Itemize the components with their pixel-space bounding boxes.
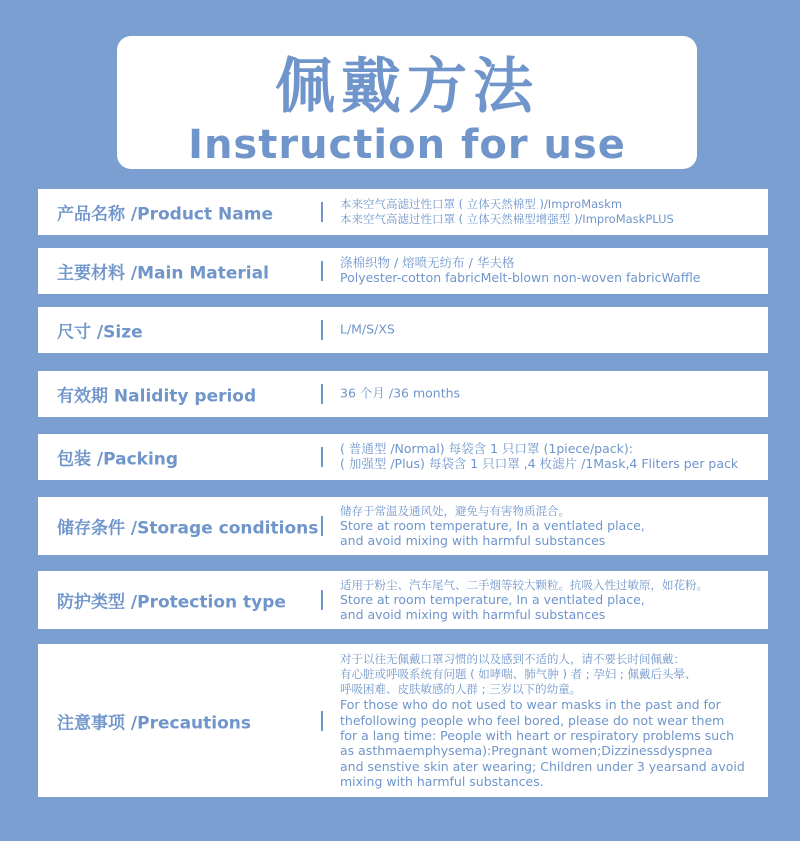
info-row-storage-conditions	[38, 497, 768, 555]
page-title-english: Instruction for use	[188, 122, 626, 168]
row-content	[340, 578, 708, 622]
row-content	[340, 323, 395, 338]
row-divider	[321, 590, 323, 610]
content-line: 36 个月 /36 months	[340, 385, 461, 401]
row-label: 主要材料 /Main Material	[57, 263, 269, 284]
row-content	[340, 197, 674, 227]
content-line: mixing with harmful substances.	[340, 774, 544, 790]
content-line: for a lang time: People with heart or respiratory problems such	[340, 728, 734, 744]
content-line: 对于以往无佩戴口罩习惯的以及感到不适的人，请不要长时间佩戴：	[340, 651, 685, 666]
row-divider	[321, 202, 323, 222]
content-line: as asthmaemphysema):Pregnant women;Dizzinessdyspnea	[340, 743, 713, 759]
row-content	[340, 504, 645, 548]
info-row-packing	[38, 434, 768, 480]
content-line: and avoid mixing with harmful substances	[340, 532, 606, 548]
row-content	[340, 387, 460, 402]
content-line: and avoid mixing with harmful substances	[340, 606, 606, 622]
row-divider	[321, 384, 323, 404]
content-line: 储存于常温及通风处，避免与有害物质混合。	[340, 503, 570, 518]
row-divider	[321, 711, 323, 731]
row-content	[340, 442, 738, 472]
row-divider	[321, 516, 323, 536]
content-line: thefollowing people who feel bored, please do not wear them	[340, 712, 725, 728]
info-row-main-material	[38, 248, 768, 294]
content-line: 适用于粉尘、汽车尾气、二手烟等较大颗粒。抗吸入性过敏原，如花粉。	[340, 577, 708, 592]
content-line: 有心脏或呼吸系统有问题 ( 如哮喘、肺气肿 ) 者 ; 孕妇 ; 佩戴后头晕、	[340, 666, 697, 681]
title-card	[117, 36, 697, 169]
info-row-product-name	[38, 189, 768, 235]
content-line: 本来空气高滤过性口罩 ( 立体天然棉型增强型 )/ImproMaskPLUS	[340, 212, 674, 226]
row-label: 防护类型 /Protection type	[57, 592, 286, 613]
row-label: 尺寸 /Size	[57, 322, 143, 343]
row-divider	[321, 320, 323, 340]
row-content	[340, 256, 700, 286]
info-row-precautions	[38, 644, 768, 797]
row-label: 注意事项 /Precautions	[57, 713, 252, 733]
row-label: 包装 /Packing	[57, 449, 179, 470]
row-label: 储存条件 /Storage conditions	[57, 518, 319, 539]
content-line: Store at room temperature, In a ventlated place,	[340, 517, 645, 533]
content-line: Store at room temperature, In a ventlated place,	[340, 591, 645, 607]
row-content	[340, 652, 745, 790]
info-row-validity-period	[38, 371, 768, 417]
content-line: L/M/S/XS	[340, 321, 395, 337]
content-line: 本来空气高滤过性口罩 ( 立体天然棉型 )/ImproMaskm	[340, 197, 623, 212]
info-row-size	[38, 307, 768, 353]
page-title-chinese: 佩戴方法	[275, 52, 539, 122]
info-row-protection-type	[38, 571, 768, 629]
content-line: For those who do not used to wear masks in the past and for	[340, 697, 721, 713]
row-label: 产品名称 /Product Name	[57, 204, 273, 225]
content-line: Polyester-cotton fabricMelt-blown non-woven fabricWaffle	[340, 270, 701, 285]
content-line: 呼吸困难、皮肤敏感的人群 ; 三岁以下的幼童。	[340, 682, 582, 697]
row-divider	[321, 447, 323, 467]
content-line: ( 加强型 /Plus) 每袋含 1 只口罩 ,4 枚滤片 /1Mask,4 Fliters per pack	[340, 456, 739, 471]
row-divider	[321, 261, 323, 281]
content-line: ( 普通型 /Normal) 每袋含 1 只口罩 (1piece/pack):	[340, 441, 633, 457]
content-line: 涤棉织物 / 熔喷无纺布 / 华夫格	[340, 255, 515, 271]
row-label: 有效期 Nalidity period	[57, 386, 257, 407]
content-line: and senstive skin ater wearing; Children under 3 yearsand avoid	[340, 758, 745, 774]
